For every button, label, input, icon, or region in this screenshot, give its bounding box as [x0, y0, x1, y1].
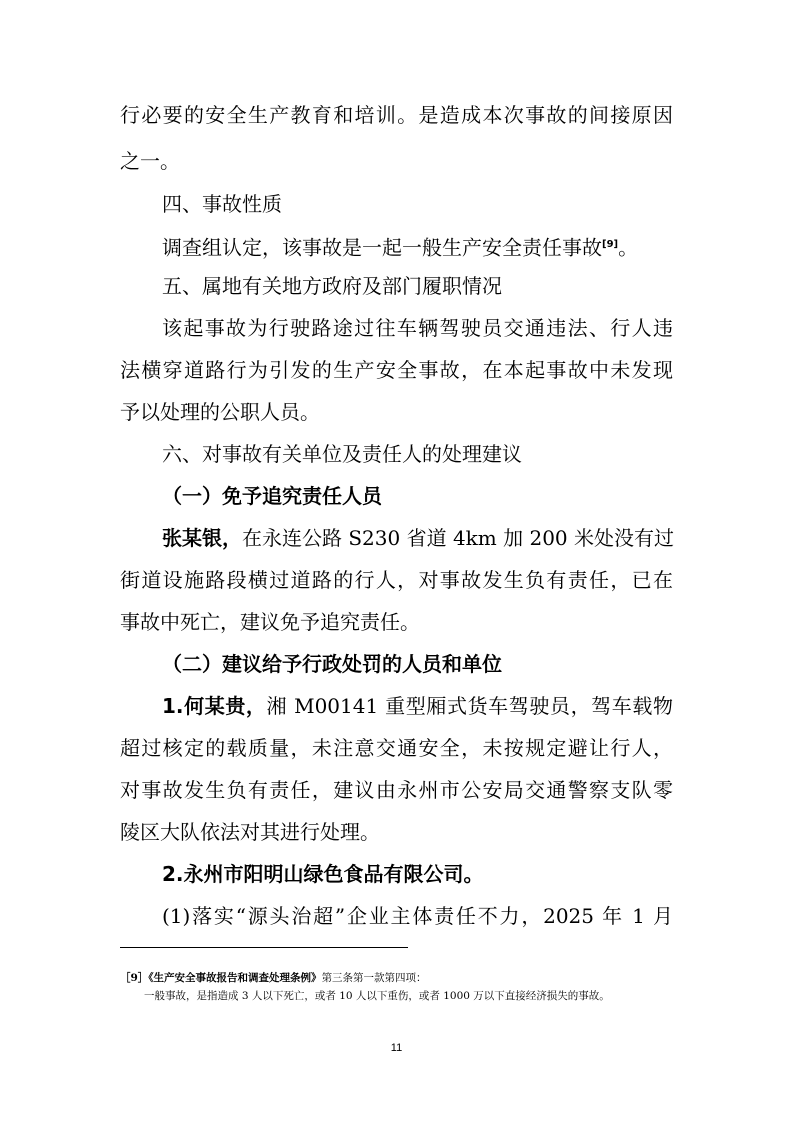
- footnote-ref: 第三条第一款第四项：: [321, 972, 427, 984]
- paragraph-text: 在永连公路 S230 省道 4km 加 200 米处没有过: [242, 526, 675, 550]
- section-heading-5: 五、属地有关地方政府及部门履职情况: [162, 274, 502, 298]
- paragraph-text: 调查组认定，该事故是一起一般生产安全责任事故: [162, 235, 602, 260]
- subsection-heading-2: （二）建议给予行政处罚的人员和单位: [162, 652, 502, 676]
- footnote: [120, 970, 680, 986]
- paragraph-line: [162, 231, 673, 262]
- paragraph-line: 之一。: [120, 149, 180, 173]
- paragraph-line: 陵区大队依法对其进行处理。: [120, 820, 380, 844]
- footnote-reference[interactable]: [9]: [602, 239, 619, 250]
- paragraph-line: 超过核定的载质量，未注意交通安全，未按规定避让行人，: [120, 736, 673, 760]
- paragraph-line: 事故中死亡，建议免予追究责任。: [120, 610, 420, 634]
- paragraph-line: 行必要的安全生产教育和培训。是造成本次事故的间接原因: [120, 103, 673, 127]
- paragraph-line: [162, 692, 673, 720]
- footnote-text: 一般事故，是指造成 3 人以下死亡，或者 10 人以下重伤，或者 1000 万以下直接经济损失的事故。: [144, 990, 610, 1002]
- footnote-law-title: 《生产安全事故报告和调查处理条例》: [148, 972, 322, 984]
- paragraph-text: 湘 M00141 重型厢式货车驾驶员，驾车载物: [266, 694, 673, 718]
- footnote-marker: ［9］: [120, 972, 149, 984]
- person-name: 张某银，: [162, 526, 242, 550]
- footnote-divider: [120, 947, 408, 948]
- paragraph-line: 对事故发生负有责任，建议由永州市公安局交通警察支队零: [120, 778, 673, 802]
- section-heading-4: 四、事故性质: [162, 192, 282, 216]
- paragraph-line: 街道设施路段横过道路的行人，对事故发生负有责任，已在: [120, 568, 673, 592]
- paragraph-line: 法横穿道路行为引发的生产安全事故，在本起事故中未发现: [120, 358, 673, 382]
- section-heading-6: 六、对事故有关单位及责任人的处理建议: [162, 442, 522, 466]
- paragraph-line: [162, 524, 673, 552]
- paragraph-line: 予以处理的公职人员。: [120, 400, 320, 424]
- paragraph-line: 该起事故为行驶路途过往车辆驾驶员交通违法、行人违: [162, 316, 673, 340]
- company-heading: 2.永州市阳明山绿色食品有限公司。: [162, 862, 484, 886]
- paragraph-text: 。: [618, 235, 639, 260]
- person-name: 1.何某贵，: [162, 694, 267, 718]
- page-number: 11: [390, 1042, 403, 1054]
- subsection-heading-1: （一）免予追究责任人员: [162, 484, 382, 508]
- paragraph-line: (1)落实“源头治超”企业主体责任不力，2025 年 1 月: [162, 904, 673, 928]
